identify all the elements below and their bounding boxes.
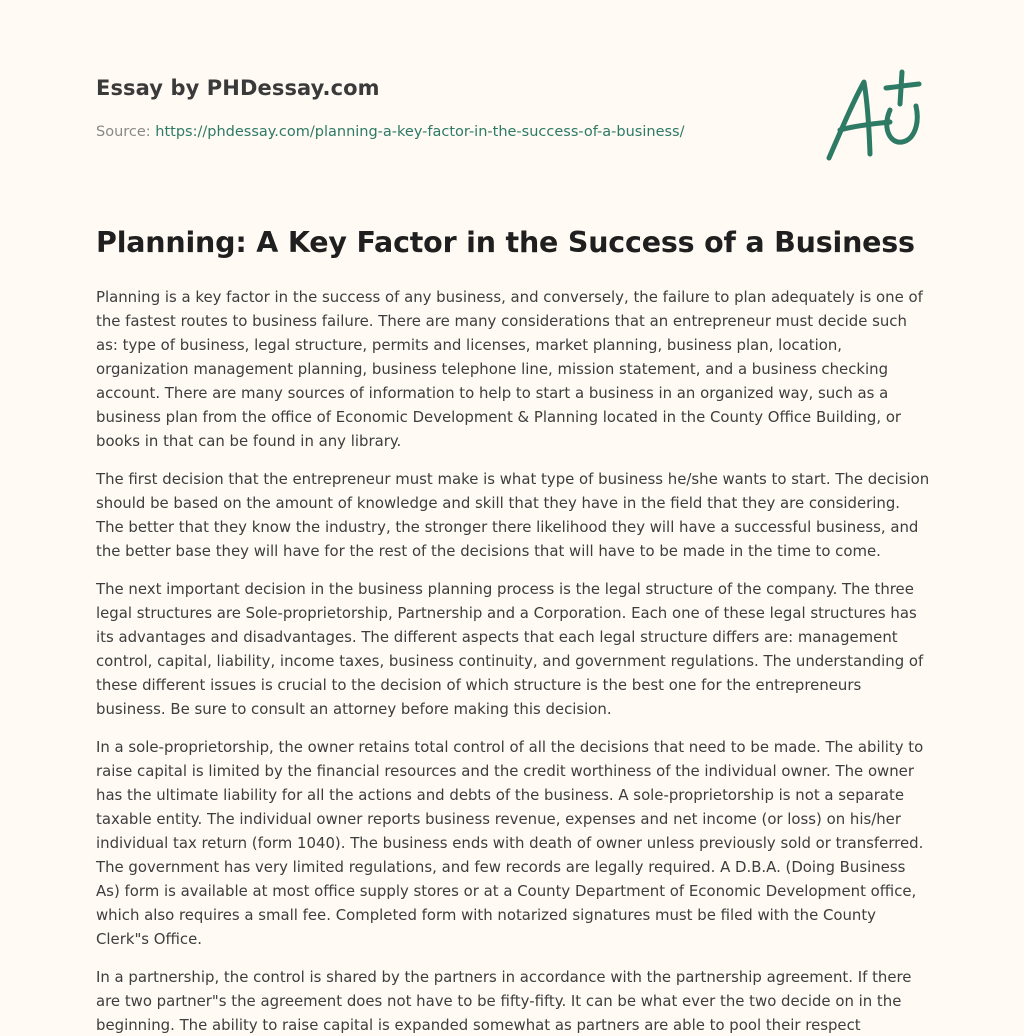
site-brand: Essay by PHDessay.com [96, 76, 380, 100]
a-plus-grade-icon [820, 66, 930, 166]
essay-paragraph: In a partnership, the control is shared by the partners in accordance with the partnership agreement. If there are two partner"s the agreement does not have to be fifty-fifty. It can be what ever the two decide on in the beginning. The ability to raise capital is expanded somewhat as partners are able to pool their respect [96, 968, 912, 1034]
source-label: Source: [96, 124, 151, 140]
essay-paragraph: The first decision that the entrepreneur must make is what type of business he/she wants to start. The decision should be based on the amount of knowledge and skill that they have in the field that they are considering. The better that they know the industry, the stronger there likelihood they will have a successful business, and the better base they will have for the rest of the decisions that will have to be made in the time to come. [96, 470, 930, 560]
essay-paragraph: Planning is a key factor in the success of any business, and conversely, the failure to plan adequately is one of the fastest routes to business failure. There are many considerations that an entrepreneur must decide such as: type of business, legal structure, permits and licenses, market planning, business plan, location, organization management planning, business telephone line, mission statement, and a business checking account. There are many sources of information to help to start a business in an organized way, such as a business plan from the office of Economic Development & Planning located in the County Office Building, or books in that can be found in any library. [96, 288, 923, 450]
essay-title: Planning: A Key Factor in the Success of a Business [96, 226, 915, 259]
essay-paragraph: The next important decision in the business planning process is the legal structure of the company. The three legal structures are Sole-proprietorship, Partnership and a Corporation. Each one of these legal structures has its advantages and disadvantages. The different aspects that each legal structure differs are: management control, capital, liability, income taxes, business continuity, and government regulations. The understanding of these different issues is crucial to the decision of which structure is the best one for the entrepreneurs business. Be sure to consult an attorney before making this decision. [96, 580, 924, 718]
essay-paragraph: In a sole-proprietorship, the owner retains total control of all the decisions that need to be made. The ability to raise capital is limited by the financial resources and the credit worthiness of the individual owner. The owner has the ultimate liability for all the actions and debts of the business. A sole-proprietorship is not a separate taxable entity. The individual owner reports business revenue, expenses and net income (or loss) on his/her individual tax return (form 1040). The business ends with death of owner unless previously sold or transferred. The government has very limited regulations, and few records are legally required. A D.B.A. (Doing Business As) form is available at most office supply stores or at a County Department of Economic Development office, which also requires a small fee. Completed form with notarized signatures must be filed with the County Clerk"s Office. [96, 738, 924, 948]
essay-body [96, 285, 932, 1036]
source-link[interactable]: https://phdessay.com/planning-a-key-factor-in-the-success-of-a-business/ [155, 124, 685, 140]
source-line [96, 124, 685, 140]
